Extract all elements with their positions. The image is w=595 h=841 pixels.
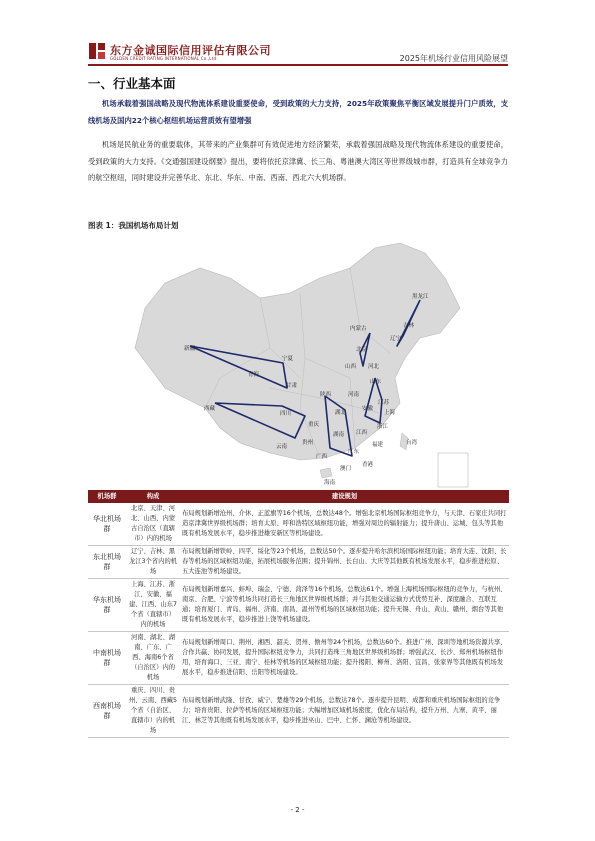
map-label: 内蒙古	[350, 326, 367, 332]
table-row	[88, 579, 509, 632]
table-row	[88, 503, 509, 546]
cluster-plan: 布局规划新增铁岭、四平、绥化等23个机场，总数达50个。逐步提升哈尔滨机场国际枢纽功能；培育大连、沈阳、长春等机场的区域枢纽功能，拓展机场服务范围；提升锦州、长白山、大庆等其他既有机场发展水平，稳步推进松原、五大连池等机场建设。	[180, 546, 509, 579]
map-label: 湖南	[333, 432, 345, 438]
map-label: 贵州	[302, 440, 314, 446]
table-row	[88, 546, 509, 579]
airport-cluster-table	[88, 490, 509, 738]
map-label: 北京	[356, 347, 368, 353]
summary-paragraph	[88, 96, 508, 129]
map-label: 河北	[368, 364, 380, 370]
cluster-composition: 北京、天津、河北、山西、内蒙古自治区（直辖市）内的机场	[126, 503, 180, 546]
map-label: 香港	[362, 462, 374, 468]
south-china-sea-inset	[438, 453, 468, 487]
section-title: 一、行业基本面	[88, 76, 176, 91]
map-label: 重庆	[308, 422, 320, 428]
cluster-name: 华东机场群	[88, 579, 126, 632]
hainan-island	[320, 468, 332, 478]
summary-text: 机场承载着强国战略及现代物流体系建设重要使命，受到政策的大力支持，2025年政策聚焦平衡区域发展提升门户质效，支线机场及国内22个核心枢纽机场运营质效有望增强	[88, 99, 508, 125]
figure-title: 图表 1：我国机场布局计划	[88, 221, 179, 230]
map-label: 河南	[348, 392, 360, 398]
china-airport-map	[120, 238, 480, 490]
map-label: 福建	[372, 442, 384, 448]
map-label: 山东	[370, 379, 382, 385]
header-divider	[88, 64, 508, 66]
map-label: 陕西	[320, 392, 332, 398]
cluster-name: 西南机场群	[88, 685, 126, 738]
map-label: 甘肃	[286, 383, 298, 389]
map-label: 上海	[384, 410, 396, 416]
report-title: 2025年机场行业信用风险展望	[399, 54, 508, 63]
company-logo-icon	[88, 42, 106, 60]
map-label: 台湾	[406, 440, 418, 446]
cluster-plan: 布局规划新增嘉兴、蚌埠、瑞金、宁德、菏泽等16个机场，总数达61个。增强上海机场国际枢纽的竞争力，与杭州、南京、合肥、宁波等机场共同打造长三角地区世界级机场群；并与其他交通运输方式优势互补、深度融合、互联互通；培育厦门、青岛、福州、济南、南昌、温州等机场的区域枢纽功能；提升无锡、舟山、黄山、赣州、烟台等其他既有机场发展水平，稳步推进上饶等机场建设。	[180, 579, 509, 632]
company-name-cn: 东方金诚国际信用评估有限公司	[110, 44, 271, 57]
map-label: 西藏	[204, 406, 216, 412]
map-label: 江西	[356, 430, 368, 436]
cluster-composition: 辽宁、吉林、黑龙江3个省内的机场	[126, 546, 180, 579]
cluster-composition: 重庆、四川、贵州、云南、西藏5个省（自治区、直辖市）内的机场	[126, 685, 180, 738]
table-header-cell: 机场群	[88, 490, 126, 503]
map-label: 黑龙江	[412, 294, 429, 300]
map-label: 广西	[316, 454, 328, 460]
cluster-composition: 上海、江苏、浙江、安徽、福建、江西、山东7个省（直辖市）内的机场	[126, 579, 180, 632]
cluster-plan: 布局规划新增周口、荆州、湘西、韶关、贺州、儋州等24个机场，总数达60个。推进广州、深圳等地机场资源共享、合作共赢、协同发展，提升国际枢纽竞争力，共同打造珠三角地区世界级机场群；增强武汉、长沙、郑州机场枢纽作用，培育海口、三亚、南宁、桂林等机场的区域枢纽功能；提升揭阳、柳州、洛阳、宜昌、张家界等其他既有机场发展水平，稳步推进信阳、岳阳等机场建设。	[180, 632, 509, 685]
map-label: 安徽	[362, 406, 374, 412]
page-number: - 2 -	[290, 806, 305, 814]
map-label: 山西	[345, 364, 357, 370]
map-label: 宁夏	[282, 356, 294, 362]
map-label: 湖北	[335, 410, 347, 416]
map-label: 广东	[348, 449, 360, 455]
map-label: 江苏	[378, 400, 390, 406]
map-label: 海南	[324, 480, 336, 486]
map-label: 辽宁	[390, 336, 402, 342]
cluster-composition: 河南、湖北、湖南、广东、广西、海南6个省（自治区）内的机场	[126, 632, 180, 685]
cluster-name: 东北机场群	[88, 546, 126, 579]
map-label: 青海	[248, 372, 260, 378]
body-paragraph: 机场是民航业务的重要载体，其带来的产业集群可有效促进地方经济繁荣，承载着强国战略及现代物流体系建设的重要使命，受到政策的大力支持。《交通强国建设纲要》提出，要将依托京津冀、长三角、粤港澳大湾区等世界级城市群，打造具有全球竞争力的航空枢纽，同时建设并完善华北、东北、华东、中南、西南、西北六大机场群。	[88, 140, 508, 182]
map-label: 云南	[276, 444, 288, 450]
cluster-plan: 布局规划新增沧州、介休、正蓝旗等16个机场，总数达48个。增强北京机场国际枢纽竞争力，与天津、石家庄共同打造京津冀世界级机场群；培育太原、呼和浩特区域枢纽功能，增强对周边的辐射能力；提升唐山、运城、包头等其他既有机场发展水平，稳步推进雄安新区等机场建设。	[180, 503, 509, 546]
map-label: 澳门	[340, 466, 352, 472]
table-row	[88, 632, 509, 685]
map-label: 吉林	[403, 323, 415, 329]
company-name-en: GOLDEN CREDIT RATING INTERNATIONAL Co.,Ltd.	[110, 56, 218, 61]
map-label: 浙江	[377, 424, 389, 430]
table-header-cell: 构成	[126, 490, 180, 503]
table-header-cell: 建设规划	[180, 490, 509, 503]
table-row	[88, 685, 509, 738]
page-header	[88, 40, 508, 70]
map-label: 四川	[280, 411, 292, 417]
map-label: 新疆	[184, 346, 196, 352]
table-header-row	[88, 490, 509, 503]
cluster-name: 华北机场群	[88, 503, 126, 546]
cluster-plan: 布局规划新增武隆、甘孜、威宁、楚雄等29个机场，总数达78个。逐步提升昆明、成都和重庆机场国际枢纽的竞争力；培育贵阳、拉萨等机场的区域枢纽功能；大幅增加区域机场密度，优化布局结构，提升万州、九寨、黄平、丽江、林芝等其他既有机场发展水平，稳步推进巫山、巴中、仁怀、澜沧等机场建设。	[180, 685, 509, 738]
cluster-name: 中南机场群	[88, 632, 126, 685]
